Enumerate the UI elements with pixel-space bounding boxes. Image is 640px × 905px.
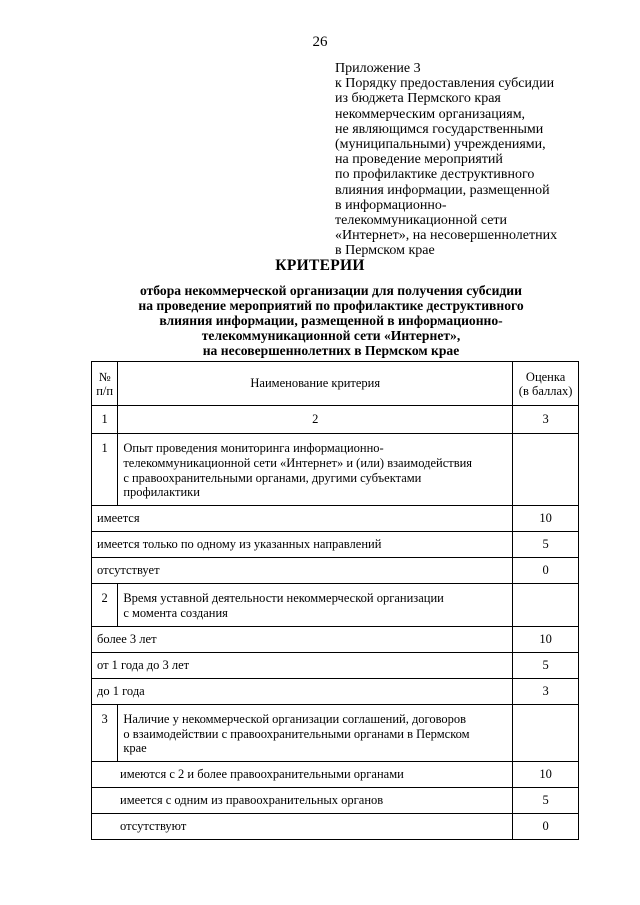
option-row — [92, 788, 579, 814]
subtitle-line: отбора некоммерческой организации для получения субсидии — [140, 283, 522, 298]
option-row — [92, 652, 579, 678]
appendix-line: по профилактике деструктивного — [335, 167, 535, 183]
index-cell: 1 — [92, 406, 118, 434]
page-number: 26 — [312, 34, 328, 50]
index-cell: 3 — [513, 406, 579, 434]
document-subtitle — [0, 283, 640, 358]
header-score-cell — [513, 362, 579, 406]
option-score: 10 — [513, 762, 579, 788]
appendix-header — [335, 61, 595, 259]
header-num-label: № — [98, 369, 111, 384]
option-label: до 1 года — [92, 678, 513, 704]
header-score-label: (в баллах) — [518, 383, 573, 398]
criterion-name-line: профилактики — [123, 485, 200, 500]
appendix-line: на проведение мероприятий — [335, 152, 503, 168]
criterion-name-line: крае — [123, 741, 147, 756]
option-score: 10 — [513, 506, 579, 532]
appendix-line: (муниципальными) учреждениями, — [335, 137, 546, 153]
option-row — [92, 814, 579, 840]
appendix-line: Приложение 3 — [335, 61, 421, 76]
criterion-name-line: с момента создания — [123, 605, 228, 620]
criterion-name-line: Наличие у некоммерческой организации соглашений, договоров — [123, 711, 467, 726]
criterion-row — [92, 584, 579, 627]
criterion-score-empty — [513, 704, 579, 761]
criterion-number: 1 — [92, 434, 118, 506]
appendix-line: «Интернет», на несовершеннолетних — [335, 228, 558, 244]
appendix-line: влияния информации, размещенной — [335, 182, 550, 198]
appendix-line: в Пермском крае — [335, 243, 435, 259]
appendix-line: к Порядку предоставления субсидии — [335, 76, 555, 92]
option-label: имеется с одним из правоохранительных органов — [92, 788, 513, 814]
option-row — [92, 532, 579, 558]
criterion-name-line: Опыт проведения мониторинга информационно- — [123, 441, 384, 455]
criteria-table — [91, 361, 579, 840]
appendix-line: телекоммуникационной сети — [335, 213, 508, 229]
option-label: имеется — [92, 506, 513, 532]
appendix-line: из бюджета Пермского края — [335, 91, 501, 107]
criterion-name-line: о взаимодействии с правоохранительными органами в Пермском — [123, 726, 470, 741]
option-row — [92, 626, 579, 652]
table-header-row — [92, 362, 579, 406]
criterion-score-empty — [513, 434, 579, 506]
criterion-name-line: Время уставной деятельности некоммерческой организации — [123, 591, 444, 606]
column-index-row — [92, 406, 579, 434]
appendix-line: в информационно- — [335, 197, 447, 213]
option-row — [92, 558, 579, 584]
subtitle-line: на несовершеннолетних в Пермском крае — [202, 343, 460, 358]
index-cell: 2 — [118, 406, 513, 434]
header-score-label: Оценка — [525, 369, 566, 384]
option-row — [92, 678, 579, 704]
option-score: 3 — [513, 678, 579, 704]
appendix-line: не являющимся государственными — [335, 121, 544, 137]
option-row — [92, 506, 579, 532]
option-score: 0 — [513, 814, 579, 840]
option-label: от 1 года до 3 лет — [92, 652, 513, 678]
option-label: отсутствуют — [92, 814, 513, 840]
document-title: КРИТЕРИИ — [275, 257, 365, 274]
option-score: 5 — [513, 788, 579, 814]
option-label: имеется только по одному из указанных направлений — [92, 532, 513, 558]
option-label: более 3 лет — [92, 626, 513, 652]
criterion-name — [118, 704, 513, 761]
subtitle-line: телекоммуникационной сети «Интернет», — [201, 328, 461, 343]
criterion-name — [118, 584, 513, 627]
criterion-number: 3 — [92, 704, 118, 761]
option-row — [92, 762, 579, 788]
subtitle-line: на проведение мероприятий по профилактике деструктивного — [138, 298, 524, 313]
option-score: 5 — [513, 652, 579, 678]
criterion-row — [92, 434, 579, 506]
option-label: имеются с 2 и более правоохранительными органами — [92, 762, 513, 788]
option-score: 0 — [513, 558, 579, 584]
subtitle-line: влияния информации, размещенной в информационно- — [159, 313, 503, 328]
option-score: 10 — [513, 626, 579, 652]
header-num-cell — [92, 362, 118, 406]
criterion-name-line: с правоохранительными органами, другими субъектами — [123, 470, 422, 485]
option-score: 5 — [513, 532, 579, 558]
option-label: отсутствует — [92, 558, 513, 584]
header-num-label: п/п — [96, 383, 114, 398]
criterion-name-line: телекоммуникационной сети «Интернет» и (или) взаимодействия — [123, 455, 473, 470]
appendix-line: некоммерческим организациям, — [335, 106, 526, 122]
criterion-number: 2 — [92, 584, 118, 627]
criterion-score-empty — [513, 584, 579, 627]
header-name-cell: Наименование критерия — [118, 362, 513, 406]
criterion-name — [118, 434, 513, 506]
criterion-row — [92, 704, 579, 761]
